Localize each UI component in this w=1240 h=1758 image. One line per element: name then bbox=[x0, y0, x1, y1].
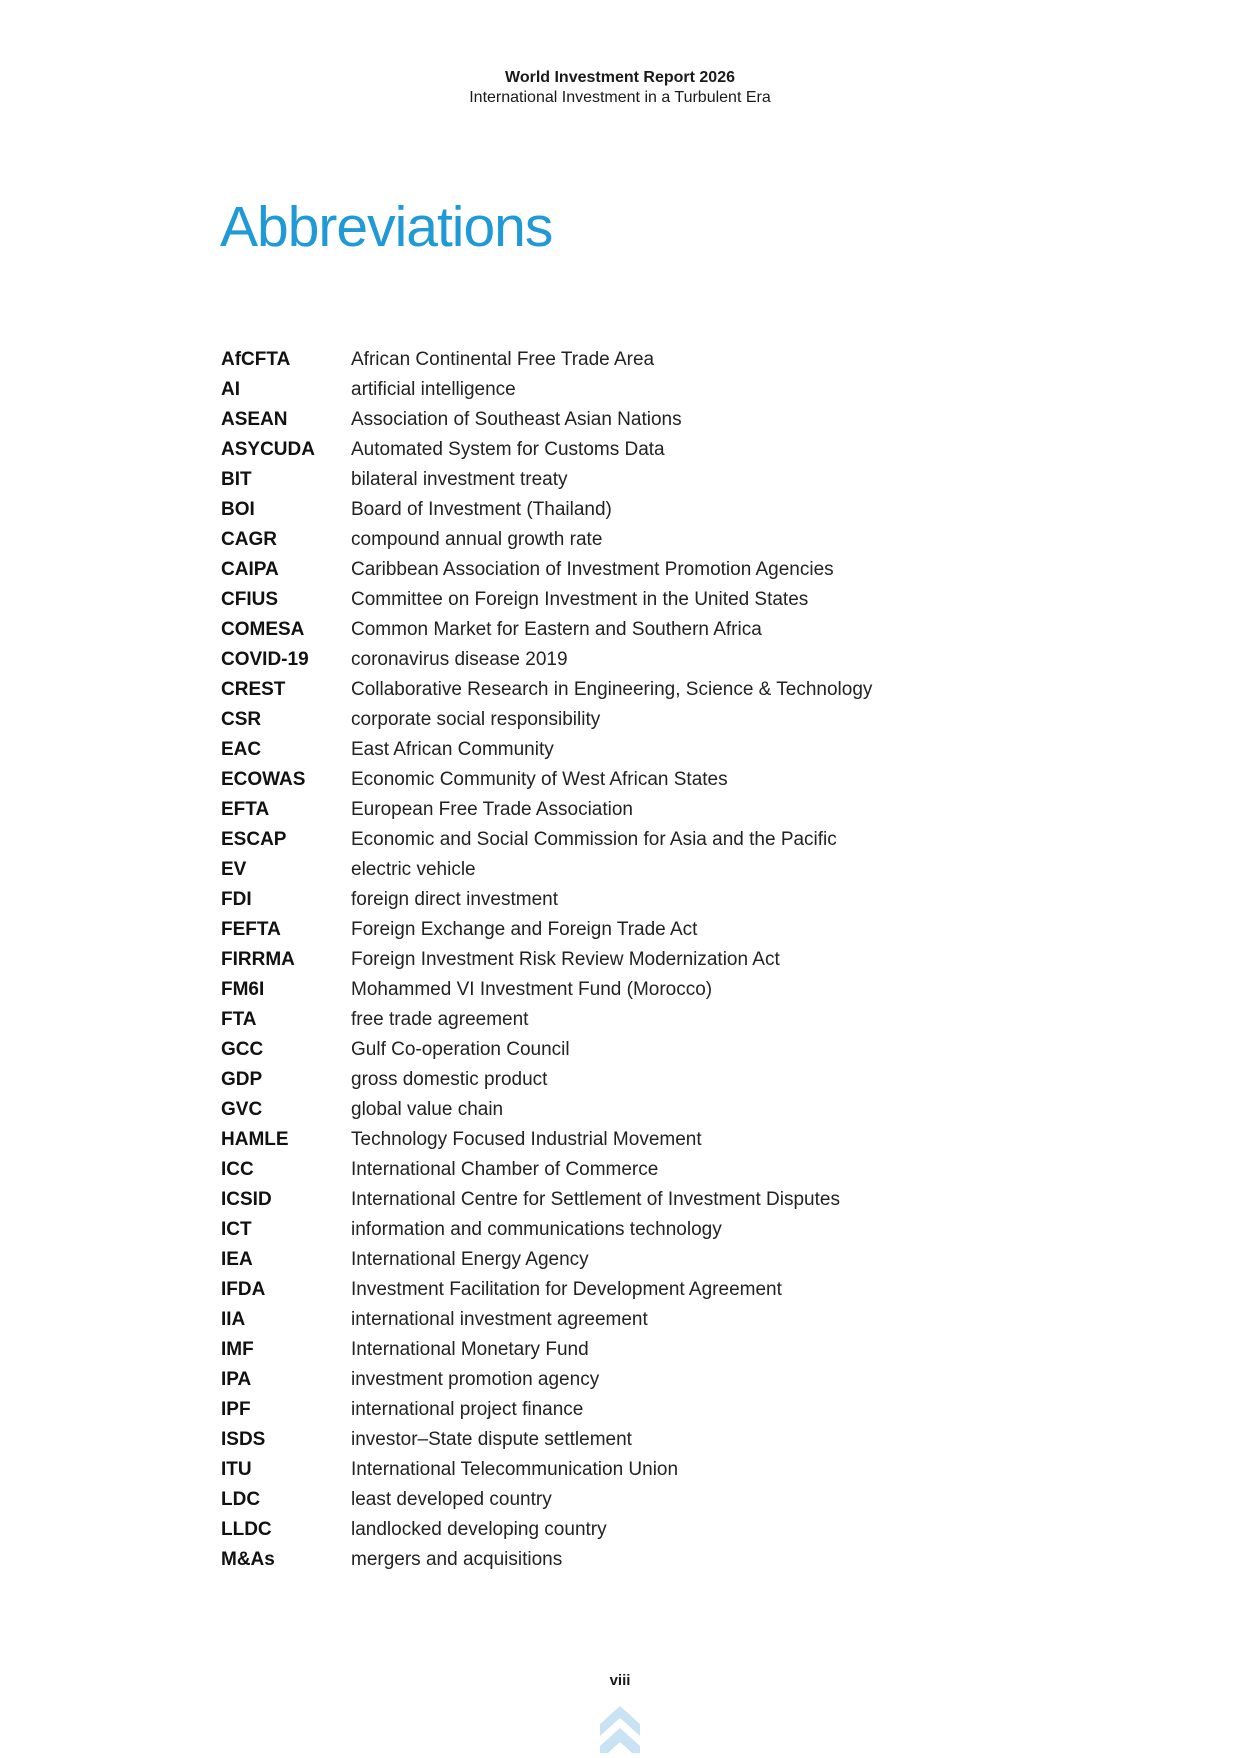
abbreviation-term: CFIUS bbox=[221, 589, 278, 610]
abbreviation-definition: Technology Focused Industrial Movement bbox=[351, 1129, 702, 1150]
abbreviation-definition: information and communications technology bbox=[351, 1219, 722, 1240]
abbreviation-row bbox=[221, 1245, 1021, 1275]
abbreviation-row bbox=[221, 915, 1021, 945]
abbreviation-definition: International Telecommunication Union bbox=[351, 1459, 679, 1480]
abbreviation-term: EFTA bbox=[221, 799, 270, 820]
abbreviation-row bbox=[221, 375, 1021, 405]
abbreviation-definition: Economic and Social Commission for Asia and the Pacific bbox=[351, 829, 837, 850]
abbreviation-row bbox=[221, 1035, 1021, 1065]
abbreviation-term: IIA bbox=[221, 1309, 246, 1330]
abbreviation-definition: European Free Trade Association bbox=[351, 799, 634, 820]
abbreviation-row bbox=[221, 1065, 1021, 1095]
abbreviation-definition: electric vehicle bbox=[351, 859, 476, 880]
abbreviation-term: LLDC bbox=[221, 1519, 272, 1540]
abbreviation-row bbox=[221, 435, 1021, 465]
abbreviation-definition: gross domestic product bbox=[351, 1069, 548, 1090]
abbreviation-definition: African Continental Free Trade Area bbox=[351, 349, 655, 370]
abbreviation-row bbox=[221, 945, 1021, 975]
abbreviation-row bbox=[221, 1005, 1021, 1035]
page-title: Abbreviations bbox=[220, 195, 553, 259]
abbreviation-row bbox=[221, 975, 1021, 1005]
abbreviation-term: FDI bbox=[221, 889, 252, 910]
abbreviation-row bbox=[221, 1395, 1021, 1425]
abbreviation-row bbox=[221, 345, 1021, 375]
report-subtitle: International Investment in a Turbulent Era bbox=[469, 89, 771, 106]
abbreviation-definition: Mohammed VI Investment Fund (Morocco) bbox=[351, 979, 713, 1000]
abbreviation-row bbox=[221, 1305, 1021, 1335]
abbreviation-term: ASYCUDA bbox=[221, 439, 315, 460]
abbreviation-definition: corporate social responsibility bbox=[351, 709, 601, 730]
abbreviation-term: AI bbox=[221, 379, 240, 400]
abbreviation-row bbox=[221, 795, 1021, 825]
abbreviation-definition: Automated System for Customs Data bbox=[351, 439, 665, 460]
abbreviation-definition: International Chamber of Commerce bbox=[351, 1159, 659, 1180]
abbreviation-definition: International Energy Agency bbox=[351, 1249, 589, 1270]
abbreviation-term: FIRRMA bbox=[221, 949, 295, 970]
abbreviation-definition: Foreign Exchange and Foreign Trade Act bbox=[351, 919, 698, 940]
running-header bbox=[0, 68, 1240, 108]
abbreviation-definition: mergers and acquisitions bbox=[351, 1549, 563, 1570]
abbreviation-row bbox=[221, 705, 1021, 735]
abbreviation-row bbox=[221, 465, 1021, 495]
abbreviation-definition: Foreign Investment Risk Review Modernization Act bbox=[351, 949, 780, 970]
abbreviation-term: GDP bbox=[221, 1069, 263, 1090]
abbreviation-term: CSR bbox=[221, 709, 262, 730]
page-number: viii bbox=[609, 1672, 631, 1689]
abbreviation-definition: global value chain bbox=[351, 1099, 504, 1120]
abbreviation-definition: free trade agreement bbox=[351, 1009, 529, 1030]
abbreviation-definition: Collaborative Research in Engineering, Science & Technology bbox=[351, 679, 873, 700]
abbreviation-term: CREST bbox=[221, 679, 286, 700]
abbreviation-row bbox=[221, 735, 1021, 765]
abbreviation-row bbox=[221, 645, 1021, 675]
abbreviation-row bbox=[221, 525, 1021, 555]
abbreviation-row bbox=[221, 1155, 1021, 1185]
report-title: World Investment Report 2026 bbox=[505, 69, 735, 86]
abbreviation-term: FTA bbox=[221, 1009, 257, 1030]
abbreviation-term: IPA bbox=[221, 1369, 252, 1390]
abbreviation-definition: Board of Investment (Thailand) bbox=[351, 499, 612, 520]
abbreviation-term: IPF bbox=[221, 1399, 251, 1420]
abbreviation-row bbox=[221, 585, 1021, 615]
abbreviation-definition: international investment agreement bbox=[351, 1309, 648, 1330]
abbreviation-term: ICT bbox=[221, 1219, 252, 1240]
abbreviation-row bbox=[221, 885, 1021, 915]
abbreviation-row bbox=[221, 1545, 1021, 1575]
abbreviation-definition: foreign direct investment bbox=[351, 889, 558, 910]
abbreviation-term: ITU bbox=[221, 1459, 252, 1480]
abbreviation-row bbox=[221, 1425, 1021, 1455]
abbreviation-definition: Gulf Co-operation Council bbox=[351, 1039, 570, 1060]
abbreviation-definition: Common Market for Eastern and Southern Africa bbox=[351, 619, 762, 640]
abbreviation-term: CAIPA bbox=[221, 559, 279, 580]
abbreviation-definition: Caribbean Association of Investment Promotion Agencies bbox=[351, 559, 834, 580]
abbreviation-term: GCC bbox=[221, 1039, 264, 1060]
abbreviation-term: HAMLE bbox=[221, 1129, 289, 1150]
abbreviation-term: COVID-19 bbox=[221, 649, 309, 670]
abbreviation-term: LDC bbox=[221, 1489, 261, 1510]
abbreviation-term: CAGR bbox=[221, 529, 277, 550]
abbreviation-row bbox=[221, 675, 1021, 705]
abbreviation-term: BIT bbox=[221, 469, 252, 490]
abbreviation-definition: compound annual growth rate bbox=[351, 529, 603, 550]
abbreviation-definition: Economic Community of West African States bbox=[351, 769, 728, 790]
abbreviation-term: COMESA bbox=[221, 619, 305, 640]
abbreviation-definition: Committee on Foreign Investment in the United States bbox=[351, 589, 809, 610]
abbreviation-row bbox=[221, 615, 1021, 645]
chevron-lower bbox=[600, 1728, 640, 1753]
abbreviation-term: FEFTA bbox=[221, 919, 281, 940]
abbreviation-row bbox=[221, 1275, 1021, 1305]
abbreviation-definition: International Monetary Fund bbox=[351, 1339, 589, 1360]
abbreviation-row bbox=[221, 855, 1021, 885]
abbreviation-row bbox=[221, 765, 1021, 795]
abbreviation-term: BOI bbox=[221, 499, 255, 520]
abbreviation-definition: international project finance bbox=[351, 1399, 584, 1420]
abbreviation-term: ICC bbox=[221, 1159, 254, 1180]
abbreviation-row bbox=[221, 1335, 1021, 1365]
abbreviation-definition: coronavirus disease 2019 bbox=[351, 649, 568, 670]
abbreviation-row bbox=[221, 1185, 1021, 1215]
abbreviation-definition: investor–State dispute settlement bbox=[351, 1429, 632, 1450]
abbreviation-term: IEA bbox=[221, 1249, 253, 1270]
abbreviation-term: AfCFTA bbox=[221, 349, 291, 370]
abbreviation-row bbox=[221, 405, 1021, 435]
abbreviation-definition: least developed country bbox=[351, 1489, 552, 1510]
abbreviation-term: ESCAP bbox=[221, 829, 287, 850]
abbreviation-term: ASEAN bbox=[221, 409, 288, 430]
abbreviation-term: M&As bbox=[221, 1549, 275, 1570]
abbreviation-definition: Investment Facilitation for Development Agreement bbox=[351, 1279, 782, 1300]
abbreviation-term: IFDA bbox=[221, 1279, 266, 1300]
abbreviation-term: ISDS bbox=[221, 1429, 266, 1450]
abbreviation-row bbox=[221, 825, 1021, 855]
abbreviation-term: IMF bbox=[221, 1339, 254, 1360]
abbreviation-definition: East African Community bbox=[351, 739, 554, 760]
abbreviation-definition: investment promotion agency bbox=[351, 1369, 600, 1390]
abbreviation-term: EAC bbox=[221, 739, 262, 760]
abbreviation-term: EV bbox=[221, 859, 247, 880]
abbreviation-term: ECOWAS bbox=[221, 769, 306, 790]
abbreviation-definition: Association of Southeast Asian Nations bbox=[351, 409, 682, 430]
abbreviation-row bbox=[221, 1125, 1021, 1155]
abbreviation-row bbox=[221, 495, 1021, 525]
abbreviation-row bbox=[221, 1485, 1021, 1515]
abbreviation-row bbox=[221, 1455, 1021, 1485]
abbreviation-definition: International Centre for Settlement of Investment Disputes bbox=[351, 1189, 840, 1210]
abbreviation-list bbox=[221, 345, 1021, 1575]
abbreviation-term: GVC bbox=[221, 1099, 263, 1120]
abbreviation-definition: artificial intelligence bbox=[351, 379, 516, 400]
abbreviation-row bbox=[221, 555, 1021, 585]
double-chevron-up-icon[interactable] bbox=[600, 1706, 640, 1753]
abbreviation-row bbox=[221, 1215, 1021, 1245]
abbreviation-term: FM6I bbox=[221, 979, 265, 1000]
abbreviation-definition: bilateral investment treaty bbox=[351, 469, 568, 490]
abbreviation-row bbox=[221, 1095, 1021, 1125]
abbreviation-row bbox=[221, 1365, 1021, 1395]
abbreviation-row bbox=[221, 1515, 1021, 1545]
abbreviation-definition: landlocked developing country bbox=[351, 1519, 607, 1540]
abbreviation-term: ICSID bbox=[221, 1189, 272, 1210]
